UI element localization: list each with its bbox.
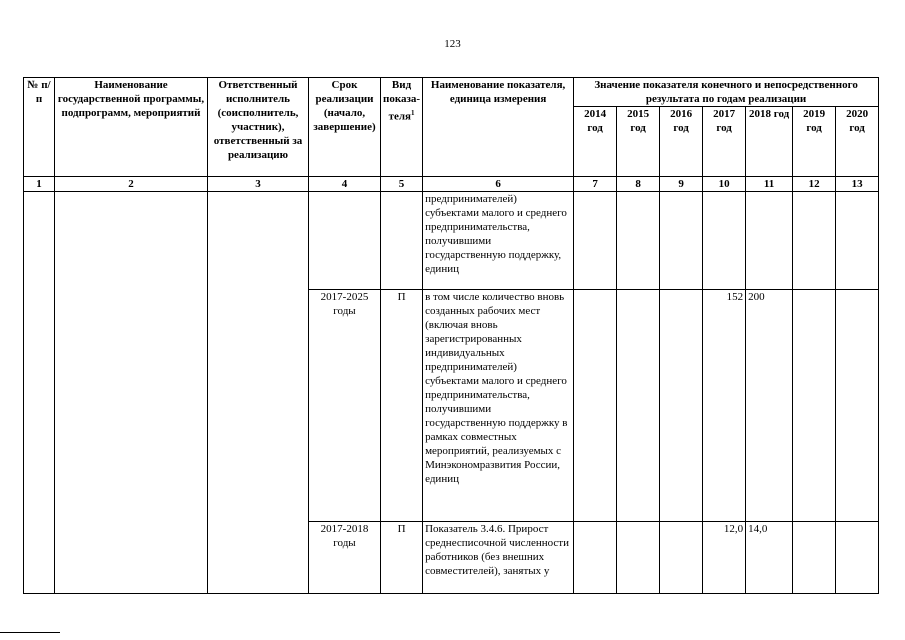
cell-value xyxy=(836,192,879,290)
column-number: 4 xyxy=(309,177,381,192)
header-year: 2019 год xyxy=(793,107,836,177)
cell-responsible xyxy=(208,192,309,594)
indicators-table xyxy=(23,77,879,594)
header-values-group: Значение показателя конечного и непосредственного результата по годам реализации xyxy=(574,78,879,107)
header-type-text: Вид показа- теля xyxy=(383,79,421,123)
column-number: 8 xyxy=(617,177,660,192)
header-type-footnote: 1 xyxy=(411,109,415,117)
column-number: 13 xyxy=(836,177,879,192)
cell-value xyxy=(660,522,703,594)
cell-value xyxy=(660,192,703,290)
header-term: Срок реализации (начало, завершение) xyxy=(309,78,381,177)
column-number-row xyxy=(24,177,879,192)
header-row xyxy=(24,78,879,107)
header-year: 2018 год xyxy=(746,107,793,177)
cell-value: 14,0 xyxy=(746,522,793,594)
cell-value xyxy=(793,290,836,522)
cell-term: 2017-2018 годы xyxy=(309,522,381,594)
header-program-name: Наименование государственной программы, подпрограмм, мероприятий xyxy=(55,78,208,177)
cell-indicator: в том числе количество вновь созданных рабочих мест (включая вновь зарегистрированных индивидуальных предпринимателей) субъектами малого и среднего предпринимательства, получившими государственную поддержку в рамках совместных мероприятий, реализуемых с Минэкономразвития России, единиц xyxy=(423,290,574,522)
column-number: 7 xyxy=(574,177,617,192)
page-number: 123 xyxy=(444,38,461,50)
cell-value xyxy=(617,192,660,290)
column-number: 6 xyxy=(423,177,574,192)
cell-value xyxy=(574,192,617,290)
cell-value xyxy=(793,192,836,290)
column-number: 12 xyxy=(793,177,836,192)
header-year: 2014 год xyxy=(574,107,617,177)
column-number: 9 xyxy=(660,177,703,192)
header-year: 2017 год xyxy=(703,107,746,177)
header-indicator: Наименование показателя, единица измерения xyxy=(423,78,574,177)
cell-value xyxy=(793,522,836,594)
cell-type: П xyxy=(381,290,423,522)
cell-value: 152 xyxy=(703,290,746,522)
column-number: 3 xyxy=(208,177,309,192)
column-number: 5 xyxy=(381,177,423,192)
cell-num xyxy=(24,192,55,594)
header-type xyxy=(381,78,423,177)
column-number: 10 xyxy=(703,177,746,192)
cell-value xyxy=(746,192,793,290)
cell-value xyxy=(660,290,703,522)
column-number: 2 xyxy=(55,177,208,192)
cell-indicator: Показатель 3.4.6. Прирост среднесписочной численности работников (без внешних совместителей), занятых у xyxy=(423,522,574,594)
cell-value xyxy=(574,522,617,594)
cell-value xyxy=(836,290,879,522)
cell-indicator: предпринимателей) субъектами малого и среднего предпринимательства, получившими государственную поддержку, единиц xyxy=(423,192,574,290)
header-responsible: Ответственный исполнитель (соисполнитель, участник), ответственный за реализацию xyxy=(208,78,309,177)
cell-value xyxy=(617,290,660,522)
table-row xyxy=(24,192,879,290)
cell-value: 200 xyxy=(746,290,793,522)
cell-value xyxy=(836,522,879,594)
cell-value: 12,0 xyxy=(703,522,746,594)
column-number: 1 xyxy=(24,177,55,192)
header-num: № п/п xyxy=(24,78,55,177)
page-edge-line xyxy=(0,632,60,633)
cell-type: П xyxy=(381,522,423,594)
cell-program-name xyxy=(55,192,208,594)
header-year: 2015 год xyxy=(617,107,660,177)
cell-value xyxy=(703,192,746,290)
cell-value xyxy=(617,522,660,594)
cell-value xyxy=(574,290,617,522)
cell-type xyxy=(381,192,423,290)
cell-term xyxy=(309,192,381,290)
column-number: 11 xyxy=(746,177,793,192)
cell-term: 2017-2025 годы xyxy=(309,290,381,522)
header-year: 2016 год xyxy=(660,107,703,177)
header-year: 2020 год xyxy=(836,107,879,177)
